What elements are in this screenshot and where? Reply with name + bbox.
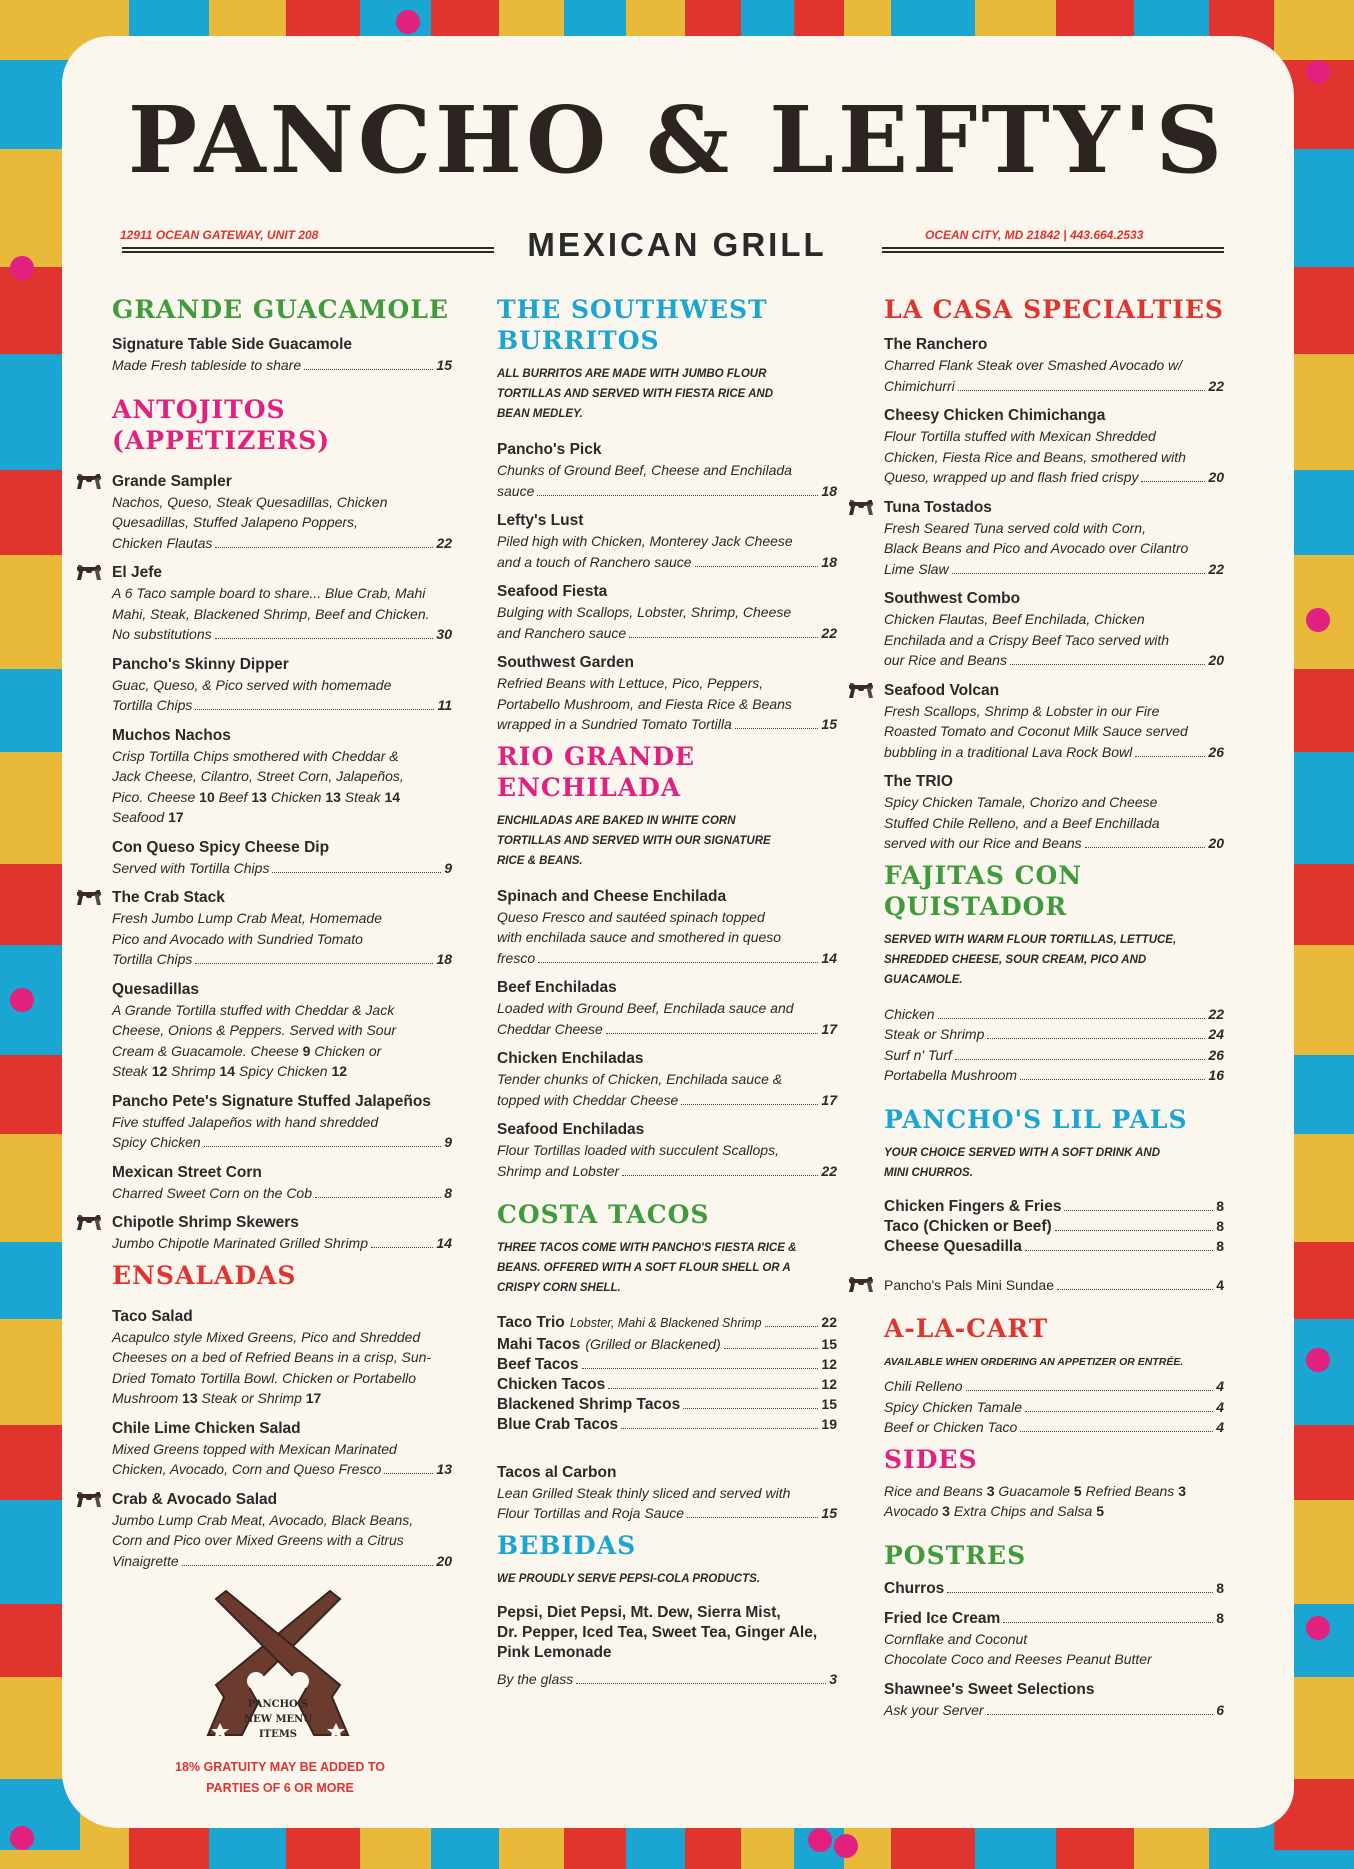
sides-list: Rice and Beans 3 Guacamole 5 Refried Beans 3 xyxy=(884,1482,1186,1499)
border-dot xyxy=(10,256,34,280)
drink-list-line: Pepsi, Diet Pepsi, Mt. Dew, Sierra Mist, xyxy=(497,1603,781,1621)
menu-item: Pancho's Pick Chunks of Ground Beef, Cheese and Enchilada sauce 18 xyxy=(497,441,837,499)
pistol-new-item-icon xyxy=(76,1491,102,1509)
section-title-postres: POSTRES xyxy=(884,1540,1027,1570)
gratuity-note: 18% GRATUITY MAY BE ADDED TO PARTIES OF 6 OR MORE xyxy=(175,1760,385,1795)
menu-item: Spinach and Cheese Enchilada Queso Fresco and sautéed spinach topped with enchilada sauce and smothered in queso fresco 14 xyxy=(497,887,837,966)
drink-list-line: Dr. Pepper, Iced Tea, Sweet Tea, Ginger Ale, xyxy=(497,1623,818,1641)
address-city-phone: OCEAN CITY, MD 21842 | 443.664.2533 xyxy=(925,228,1144,242)
menu-item: Fried Ice Cream 8 Cornflake and Coconut Chocolate Coco and Reeses Peanut Butter xyxy=(884,1609,1224,1667)
menu-column-3 xyxy=(884,294,1224,1720)
section-title-enchilada: RIO GRANDE ENCHILADA xyxy=(497,741,696,802)
menu-item: Pancho's Skinny Dipper Guac, Queso, & Pico served with homemade Tortilla Chips 11 xyxy=(112,655,452,713)
menu-item: Crab & Avocado Salad Jumbo Lump Crab Meat, Avocado, Black Beans, Corn and Pico over Mixed Greens with a Citrus Vinaigrette 20 xyxy=(112,1490,452,1572)
menu-item: By the glass 3 xyxy=(497,1670,837,1687)
section-note: YOUR CHOICE SERVED WITH A SOFT DRINK AND MINI CHURROS. xyxy=(884,1146,1161,1179)
section-note: AVAILABLE WHEN ORDERING AN APPETIZER OR ENTRÉE. xyxy=(884,1356,1184,1368)
pistol-new-item-icon xyxy=(76,1214,102,1232)
menu-item: Cheese Quesadilla 8 xyxy=(884,1237,1224,1255)
menu-item: Taco (Chicken or Beef) 8 xyxy=(884,1217,1224,1235)
address-street: 12911 OCEAN GATEWAY, UNIT 208 xyxy=(120,228,319,242)
menu-item: Spicy Chicken Tamale 4 xyxy=(884,1398,1224,1415)
header-rule-left xyxy=(122,247,494,253)
section-title-a-la-cart: A-LA-CART xyxy=(884,1314,1049,1343)
menu-item: Beef Enchiladas Loaded with Ground Beef, Enchilada sauce and Cheddar Cheese 17 xyxy=(497,979,837,1037)
menu-item: Southwest Garden Refried Beans with Lettuce, Pico, Peppers, Portabello Mushroom, and Fiesta Rice & Beans wrapped in a Sundried Tomato Tortilla 15 xyxy=(497,654,837,732)
pistol-new-item-icon xyxy=(848,499,874,517)
menu-item: Pancho's Pals Mini Sundae 4 xyxy=(884,1275,1224,1296)
menu-item: Lefty's Lust Piled high with Chicken, Monterey Jack Cheese and a touch of Ranchero sauce 18 xyxy=(497,512,837,570)
menu-item: Chicken 22 xyxy=(884,1005,1224,1022)
restaurant-logo: PANCHO & LEFTY'S xyxy=(127,86,1227,194)
section-note: ENCHILADAS ARE BAKED IN WHITE CORN TORTILLAS AND SERVED WITH OUR SIGNATURE RICE & BEANS. xyxy=(497,814,771,867)
section-title-bebidas: BEBIDAS xyxy=(497,1530,637,1560)
menu-item: The Ranchero Charred Flank Steak over Smashed Avocado w/ Chimichurri 22 xyxy=(884,336,1224,394)
menu-item: Southwest Combo Chicken Flautas, Beef Enchilada, Chicken Enchilada and a Crispy Beef Taco served with our Rice and Beans 20 xyxy=(884,590,1224,668)
badge-line-3: ITEMS xyxy=(258,1729,298,1740)
border-stripe xyxy=(1274,1850,1354,1869)
section-title-antojitos: ANTOJITOS (APPETIZERS) xyxy=(112,394,331,455)
border-dot xyxy=(1306,1348,1330,1372)
section-note: THREE TACOS COME WITH PANCHO'S FIESTA RICE & BEANS. OFFERED WITH A SOFT FLOUR SHELL OR A CRISPY CORN SHELL. xyxy=(497,1242,797,1294)
menu-item: Taco Salad Acapulco style Mixed Greens, Pico and Shredded Cheeses on a bed of Refried Beans in a crisp, Sun- Dried Tomato Tortilla Bowl. Chicken or Portabello Mushroom 13 Steak or Shrimp 17 xyxy=(112,1307,432,1406)
section-title-burritos: THE SOUTHWEST BURRITOS xyxy=(497,295,768,355)
menu-item: Taco Trio Lobster, Mahi & Blackened Shrimp 22 xyxy=(497,1314,837,1331)
section-title-tacos: COSTA TACOS xyxy=(497,1200,710,1229)
menu-item: Beef Tacos 12 xyxy=(497,1355,837,1373)
menu-item: Pancho Pete's Signature Stuffed Jalapeños Five stuffed Jalapeños with hand shredded Spicy Chicken 9 xyxy=(112,1092,452,1150)
menu-item: The TRIO Spicy Chicken Tamale, Chorizo and Cheese Stuffed Chile Relleno, and a Beef Enchillada served with our Rice and Beans 20 xyxy=(884,773,1224,851)
section-title-casa: LA CASA SPECIALTIES xyxy=(884,295,1224,324)
section-title-guacamole: GRANDE GUACAMOLE xyxy=(112,295,449,324)
menu-item: Tuna Tostados Fresh Seared Tuna served cold with Corn, Black Beans and Pico and Avocado over Cilantro Lime Slaw 22 xyxy=(884,498,1224,580)
menu-item: Chile Lime Chicken Salad Mixed Greens topped with Mexican Marinated Chicken, Avocado, Corn and Queso Fresco 13 xyxy=(112,1419,452,1477)
menu-item: Seafood Fiesta Bulging with Scallops, Lobster, Shrimp, Cheese and Ranchero sauce 22 xyxy=(497,583,837,641)
pistol-new-item-icon xyxy=(848,1276,874,1294)
badge-line-1: PANCHO'S xyxy=(247,1699,309,1710)
section-title-fajitas: FAJITAS CON QUISTADOR xyxy=(884,860,1083,921)
menu-item: Blackened Shrimp Tacos 15 xyxy=(497,1395,837,1413)
border-dot xyxy=(834,1834,858,1858)
border-stripe xyxy=(0,1850,80,1869)
section-note: ALL BURRITOS ARE MADE WITH JUMBO FLOUR TORTILLAS AND SERVED WITH FIESTA RICE AND BEAN MEDLEY. xyxy=(497,368,774,420)
menu-item: Churros 8 xyxy=(884,1579,1224,1597)
section-title-ensaladas: ENSALADAS xyxy=(112,1260,297,1290)
border-stripe xyxy=(1274,0,1354,60)
menu-item: Steak or Shrimp 24 xyxy=(884,1026,1224,1042)
menu-item: Chicken Fingers & Fries 8 xyxy=(884,1197,1224,1215)
menu-item: Con Queso Spicy Cheese Dip Served with Tortilla Chips 9 xyxy=(112,838,452,876)
menu-column-2 xyxy=(497,294,837,1689)
crossed-pistols-badge-icon xyxy=(180,1585,376,1740)
menu-item: The Crab Stack Fresh Jumbo Lump Crab Meat, Homemade Pico and Avocado with Sundried Tomato Tortilla Chips 18 xyxy=(112,888,452,970)
menu-item: Surf n' Turf 26 xyxy=(884,1046,1224,1063)
section-title-sides: SIDES xyxy=(884,1444,978,1474)
menu-item: Cheesy Chicken Chimichanga Flour Tortilla stuffed with Mexican Shredded Chicken, Fiesta Rice and Beans, smothered with Queso, wrapped up and flash fried crispy 20 xyxy=(884,407,1224,485)
border-dot xyxy=(10,1826,34,1850)
menu-item: Mahi Tacos (Grilled or Blackened) 15 xyxy=(497,1335,837,1353)
drink-list-line: Pink Lemonade xyxy=(497,1643,612,1661)
menu-item: Chicken Enchiladas Tender chunks of Chicken, Enchilada sauce & topped with Cheddar Cheese 17 xyxy=(497,1050,837,1108)
menu-item: Signature Table Side Guacamole Made Fresh tableside to share 15 xyxy=(112,336,452,373)
border-stripe xyxy=(0,0,80,60)
section-title-lil-pals: PANCHO'S LIL PALS xyxy=(884,1104,1188,1134)
menu-item: Chili Relleno 4 xyxy=(884,1378,1224,1394)
header-rule-right xyxy=(882,247,1224,253)
border-dot xyxy=(1306,60,1330,84)
menu-item: Beef or Chicken Taco 4 xyxy=(884,1419,1224,1435)
menu-column-1 xyxy=(112,294,452,1571)
menu-item: Shawnee's Sweet Selections Ask your Server 6 xyxy=(884,1680,1224,1718)
menu-item: Tacos al Carbon Lean Grilled Steak thinly sliced and served with Flour Tortillas and Roja Sauce 15 xyxy=(497,1463,837,1521)
pistol-new-item-icon xyxy=(76,889,102,907)
menu-item: Chipotle Shrimp Skewers Jumbo Chipotle Marinated Grilled Shrimp 14 xyxy=(112,1213,452,1254)
restaurant-subtitle: MEXICAN GRILL xyxy=(527,226,827,263)
border-dot xyxy=(396,10,420,34)
pistol-new-item-icon xyxy=(848,682,874,700)
sides-list: Avocado 3 Extra Chips and Salsa 5 xyxy=(884,1503,1105,1519)
menu-item: Seafood Enchiladas Flour Tortillas loaded with succulent Scallops, Shrimp and Lobster 22 xyxy=(497,1121,837,1179)
menu-item: Quesadillas A Grande Tortilla stuffed with Cheddar & Jack Cheese, Onions & Peppers. Served with Sour Cream & Guacamole. Cheese 9 Chicken or Steak 12 Shrimp 14 Spicy Chicken 12 xyxy=(112,980,397,1079)
menu-item: Seafood Volcan Fresh Scallops, Shrimp & Lobster in our Fire Roasted Tomato and Coconut Milk Sauce served bubbling in a traditional Lava Rock Bowl 26 xyxy=(884,681,1224,763)
pistol-new-item-icon xyxy=(76,473,102,491)
menu-item: Portabella Mushroom 16 xyxy=(884,1067,1224,1083)
border-dot xyxy=(808,1828,832,1852)
border-dot xyxy=(10,988,34,1012)
section-note: WE PROUDLY SERVE PEPSI-COLA PRODUCTS. xyxy=(497,1572,761,1585)
border-dot xyxy=(1306,1616,1330,1640)
badge-line-2: NEW MENU xyxy=(243,1714,313,1725)
menu-item: Blue Crab Tacos 19 xyxy=(497,1415,837,1433)
pistol-new-item-icon xyxy=(76,564,102,582)
menu-item: Mexican Street Corn Charred Sweet Corn on the Cob 8 xyxy=(112,1163,452,1201)
border-dot xyxy=(1306,608,1330,632)
menu-item: Muchos Nachos Crisp Tortilla Chips smothered with Cheddar & Jack Cheese, Cilantro, Street Corn, Jalapeños, Pico. Cheese 10 Beef 13 Chicken 13 Steak 14 Seafood 17 xyxy=(112,726,404,825)
menu-item: Grande Sampler Nachos, Queso, Steak Quesadillas, Chicken Quesadillas, Stuffed Jalapeno Poppers, Chicken Flautas 22 xyxy=(112,472,452,554)
menu-item: Chicken Tacos 12 xyxy=(497,1375,837,1393)
menu-item: El Jefe A 6 Taco sample board to share... Blue Crab, Mahi Mahi, Steak, Blackened Shrimp, Beef and Chicken. No substitutions 30 xyxy=(112,563,452,645)
section-note: SERVED WITH WARM FLOUR TORTILLAS, LETTUCE, SHREDDED CHEESE, SOUR CREAM, PICO AND GUACAMOLE. xyxy=(884,933,1177,986)
